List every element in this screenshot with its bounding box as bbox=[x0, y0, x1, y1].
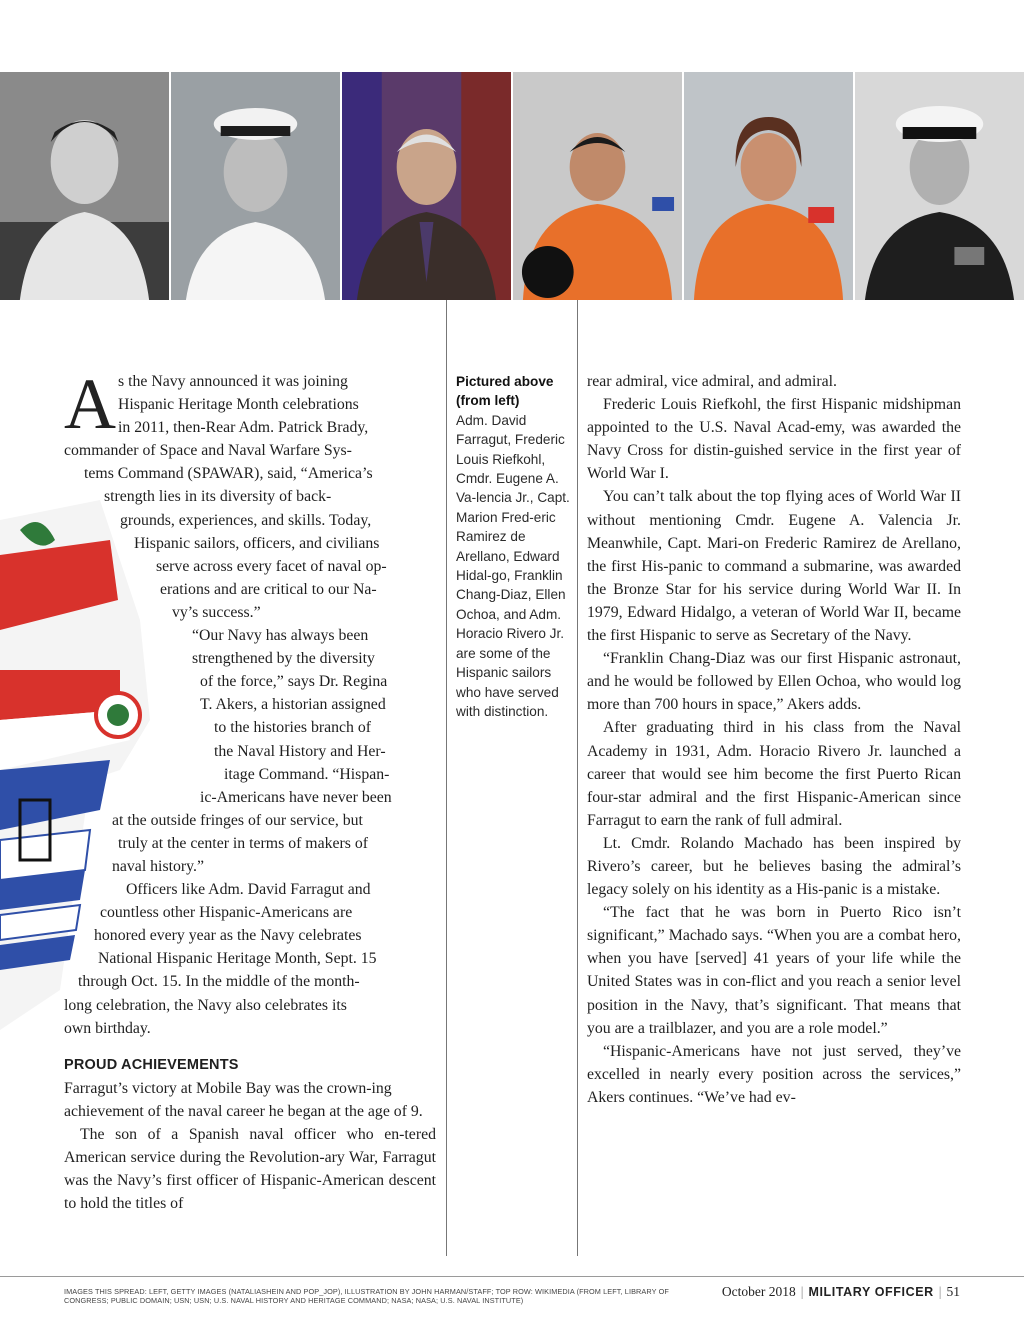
text-line: T. Akers, a historian assigned bbox=[200, 696, 386, 714]
page-number: 51 bbox=[946, 1284, 960, 1299]
column-1-intro bbox=[64, 364, 436, 1040]
text-line: erations and are critical to our Na- bbox=[160, 580, 377, 598]
text-line: the Naval History and Her- bbox=[214, 742, 386, 760]
text-line: strengthened by the diversity bbox=[192, 650, 375, 668]
photo-hidalgo bbox=[342, 72, 513, 300]
folio-separator: | bbox=[800, 1284, 804, 1299]
article-column-1 bbox=[64, 364, 436, 1215]
text-line: ic-Americans have never been bbox=[200, 788, 392, 806]
text-line: naval history.” bbox=[112, 857, 204, 875]
text-line: at the outside fringes of our service, but bbox=[112, 811, 363, 829]
paragraph: Farragut’s victory at Mobile Bay was the crown-ing achievement of the naval career he began at the age of 9. bbox=[64, 1079, 423, 1120]
issue-date: October 2018 bbox=[721, 1284, 796, 1299]
photo-riefkohl bbox=[171, 72, 342, 300]
magazine-name: MILITARY OFFICER bbox=[808, 1285, 934, 1299]
text-line: in 2011, then-Rear Adm. Patrick Brady, bbox=[118, 419, 369, 437]
text-line: grounds, experiences, and skills. Today, bbox=[120, 511, 372, 529]
text-line: honored every year as the Navy celebrates bbox=[94, 927, 362, 945]
text-line: of the force,” says Dr. Regina bbox=[200, 673, 388, 691]
text-line: itage Command. “Hispan- bbox=[224, 765, 390, 783]
photo-credits: IMAGES THIS SPREAD: LEFT, GETTY IMAGES (NATALIASHEIN AND POP_JOP), ILLUSTRATION BY JOHN HARMAN/STAFF; TOP ROW: WIKIMEDIA (FROM LEFT, LIBRARY OF CONGRESS; PUBLIC DOMAIN; USN; USN; U.S. NAVAL HISTORY AND HERITAGE COMMAND; NASA; NASA; U.S. NAVAL INSTITUTE) bbox=[64, 1287, 669, 1305]
photo-strip bbox=[0, 72, 1024, 300]
text-line: truly at the center in terms of makers of bbox=[118, 834, 369, 852]
caption-heading: Pictured above (from left) bbox=[456, 374, 554, 409]
text-line: serve across every facet of naval op- bbox=[156, 557, 387, 575]
text-line: countless other Hispanic-Americans are bbox=[100, 904, 353, 922]
photo-farragut bbox=[0, 72, 171, 300]
text-line: Hispanic sailors, officers, and civilians bbox=[134, 534, 380, 552]
text-line: commander of Space and Naval Warfare Sys- bbox=[64, 442, 352, 460]
text-line: s the Navy announced it was joining bbox=[118, 373, 348, 390]
paragraph: The son of a Spanish naval officer who en-tered American service during the Revolution-ary War, Farragut was the Navy’s first officer of Hispanic-American descent to hold the titles of bbox=[64, 1126, 436, 1213]
folio-separator: | bbox=[938, 1284, 942, 1299]
text-line: Officers like Adm. David Farragut and bbox=[126, 881, 371, 899]
text-line: own birthday. bbox=[64, 1019, 151, 1037]
photo-caption bbox=[456, 372, 574, 721]
text-line: National Hispanic Heritage Month, Sept. 15 bbox=[98, 950, 377, 968]
drop-cap: A bbox=[64, 364, 116, 444]
paragraph: Lt. Cmdr. Rolando Machado has been inspired by Rivero’s career, but he believes basing the admiral’s legacy solely on his identity as a His-panic is a mistake. bbox=[587, 834, 961, 899]
footer-rule bbox=[0, 1276, 1024, 1277]
section-heading: PROUD ACHIEVEMENTS bbox=[64, 1056, 239, 1073]
text-line: Hispanic Heritage Month celebrations bbox=[118, 396, 359, 414]
article-column-3 bbox=[587, 370, 961, 1109]
text-line: tems Command (SPAWAR), said, “America’s bbox=[84, 465, 373, 483]
column-divider-right bbox=[577, 300, 578, 1256]
paragraph: You can’t talk about the top flying aces of World War II without mentioning Cmdr. Eugene A. Valencia Jr. Meanwhile, Capt. Mari-on Frederic Ramirez de Arellano, the first His-panic to command a submarine, was awarded the Bronze Star for his service during World War II. In 1979, Edward Hidalgo, a veteran of World War II, became the first Hispanic to serve as Secretary of the Navy. bbox=[587, 488, 961, 645]
text-line: vy’s success.” bbox=[172, 603, 261, 621]
photo-chang-diaz bbox=[513, 72, 684, 300]
paragraph: “Franklin Chang-Diaz was our first Hispanic astronaut, and he would be followed by Ellen Ochoa, who would log more than 700 hours in space,” Akers adds. bbox=[587, 650, 961, 714]
photo-rivero bbox=[855, 72, 1024, 300]
paragraph: “Hispanic-Americans have not just served, they’ve excelled in nearly every position across the services,” Akers continues. “We’ve had ev- bbox=[587, 1042, 961, 1106]
caption-text: Adm. David Farragut, Frederic Louis Riefkohl, Cmdr. Eugene A. Va-lencia Jr., Capt. Marion Fred-eric Ramirez de Arellano, Edward Hidal-go, Franklin Chang-Diaz, Ellen Ochoa, and Adm. Horacio Rivero Jr. are some of the Hispanic sailors who have served with distinction. bbox=[456, 412, 570, 719]
text-line: through Oct. 15. In the middle of the month- bbox=[78, 973, 360, 991]
paragraph: Frederic Louis Riefkohl, the first Hispanic midshipman appointed to the U.S. Naval Acad-emy, was awarded the Navy Cross for distin-guished service in the first year of World War I. bbox=[587, 396, 961, 483]
paragraph: rear admiral, vice admiral, and admiral. bbox=[587, 373, 837, 390]
folio bbox=[722, 1284, 960, 1300]
text-line: “Our Navy has always been bbox=[192, 627, 369, 645]
text-line: to the histories branch of bbox=[214, 719, 372, 737]
column-divider-left bbox=[446, 300, 447, 1256]
paragraph: “The fact that he was born in Puerto Rico isn’t significant,” Machado says. “When you are a combat hero, when you have [served] 41 years of your life while the United States was in con-flict and you reach a senior level position in the Navy, that’s significant. That means that you are a trailblazer, and you are a role model.” bbox=[587, 904, 961, 1037]
photo-ochoa bbox=[684, 72, 855, 300]
paragraph: After graduating third in his class from the Naval Academy in 1931, Adm. Horacio Rivero Jr. launched a career that would see him become the first Puerto Rican four-star admiral and the first Hispanic-American since Farragut to earn the rank of full admiral. bbox=[587, 719, 961, 829]
text-line: long celebration, the Navy also celebrates its bbox=[64, 996, 347, 1014]
text-line: strength lies in its diversity of back- bbox=[104, 488, 332, 506]
